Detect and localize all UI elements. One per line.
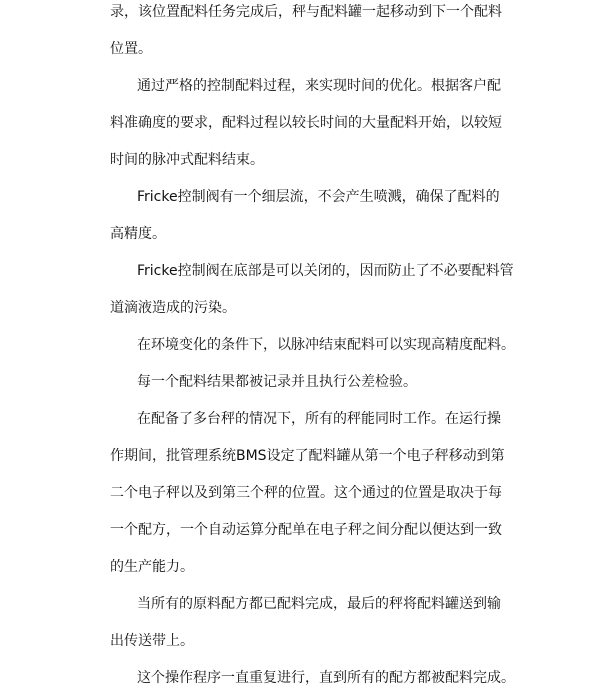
text-line: 道滴液造成的污染。 (110, 300, 236, 316)
text-line: 当所有的原料配方都已配料完成，最后的秤将配料罐送到输 (137, 596, 501, 612)
text-line: 二个电子秤以及到第三个秤的位置。这个通过的位置是取决于每 (110, 485, 502, 501)
text-line: 在环境变化的条件下，以脉冲结束配料可以实现高精度配料。 (137, 337, 515, 353)
text-line: 通过严格的控制配料过程，来实现时间的优化。根据客户配 (137, 78, 501, 94)
text-line: 录，该位置配料任务完成后，秤与配料罐一起移动到下一个配料 (110, 4, 502, 20)
text-line: 料准确度的要求，配料过程以较长时间的大量配料开始，以较短 (110, 115, 502, 131)
text-line: 这个操作程序一直重复进行，直到所有的配方都被配料完成。 (137, 670, 515, 686)
text-line: 出传送带上。 (110, 633, 194, 649)
text-line: 位置。 (110, 41, 152, 57)
text-line: Fricke控制阀有一个细层流，不会产生喷溅，确保了配料的 (137, 189, 500, 205)
text-line: Fricke控制阀在底部是可以关闭的，因而防止了不必要配料管 (137, 263, 514, 279)
text-line: 每一个配料结果都被记录并且执行公差检验。 (137, 374, 417, 390)
text-line: 高精度。 (110, 226, 166, 242)
text-line: 在配备了多台秤的情况下，所有的秤能同时工作。在运行操 (137, 411, 501, 427)
text-line: 作期间，批管理系统BMS设定了配料罐从第一个电子秤移动到第 (110, 448, 505, 464)
text-line: 一个配方，一个自动运算分配单在电子秤之间分配以便达到一致 (110, 522, 502, 538)
text-line: 的生产能力。 (110, 559, 194, 575)
text-line: 时间的脉冲式配料结束。 (110, 152, 264, 168)
